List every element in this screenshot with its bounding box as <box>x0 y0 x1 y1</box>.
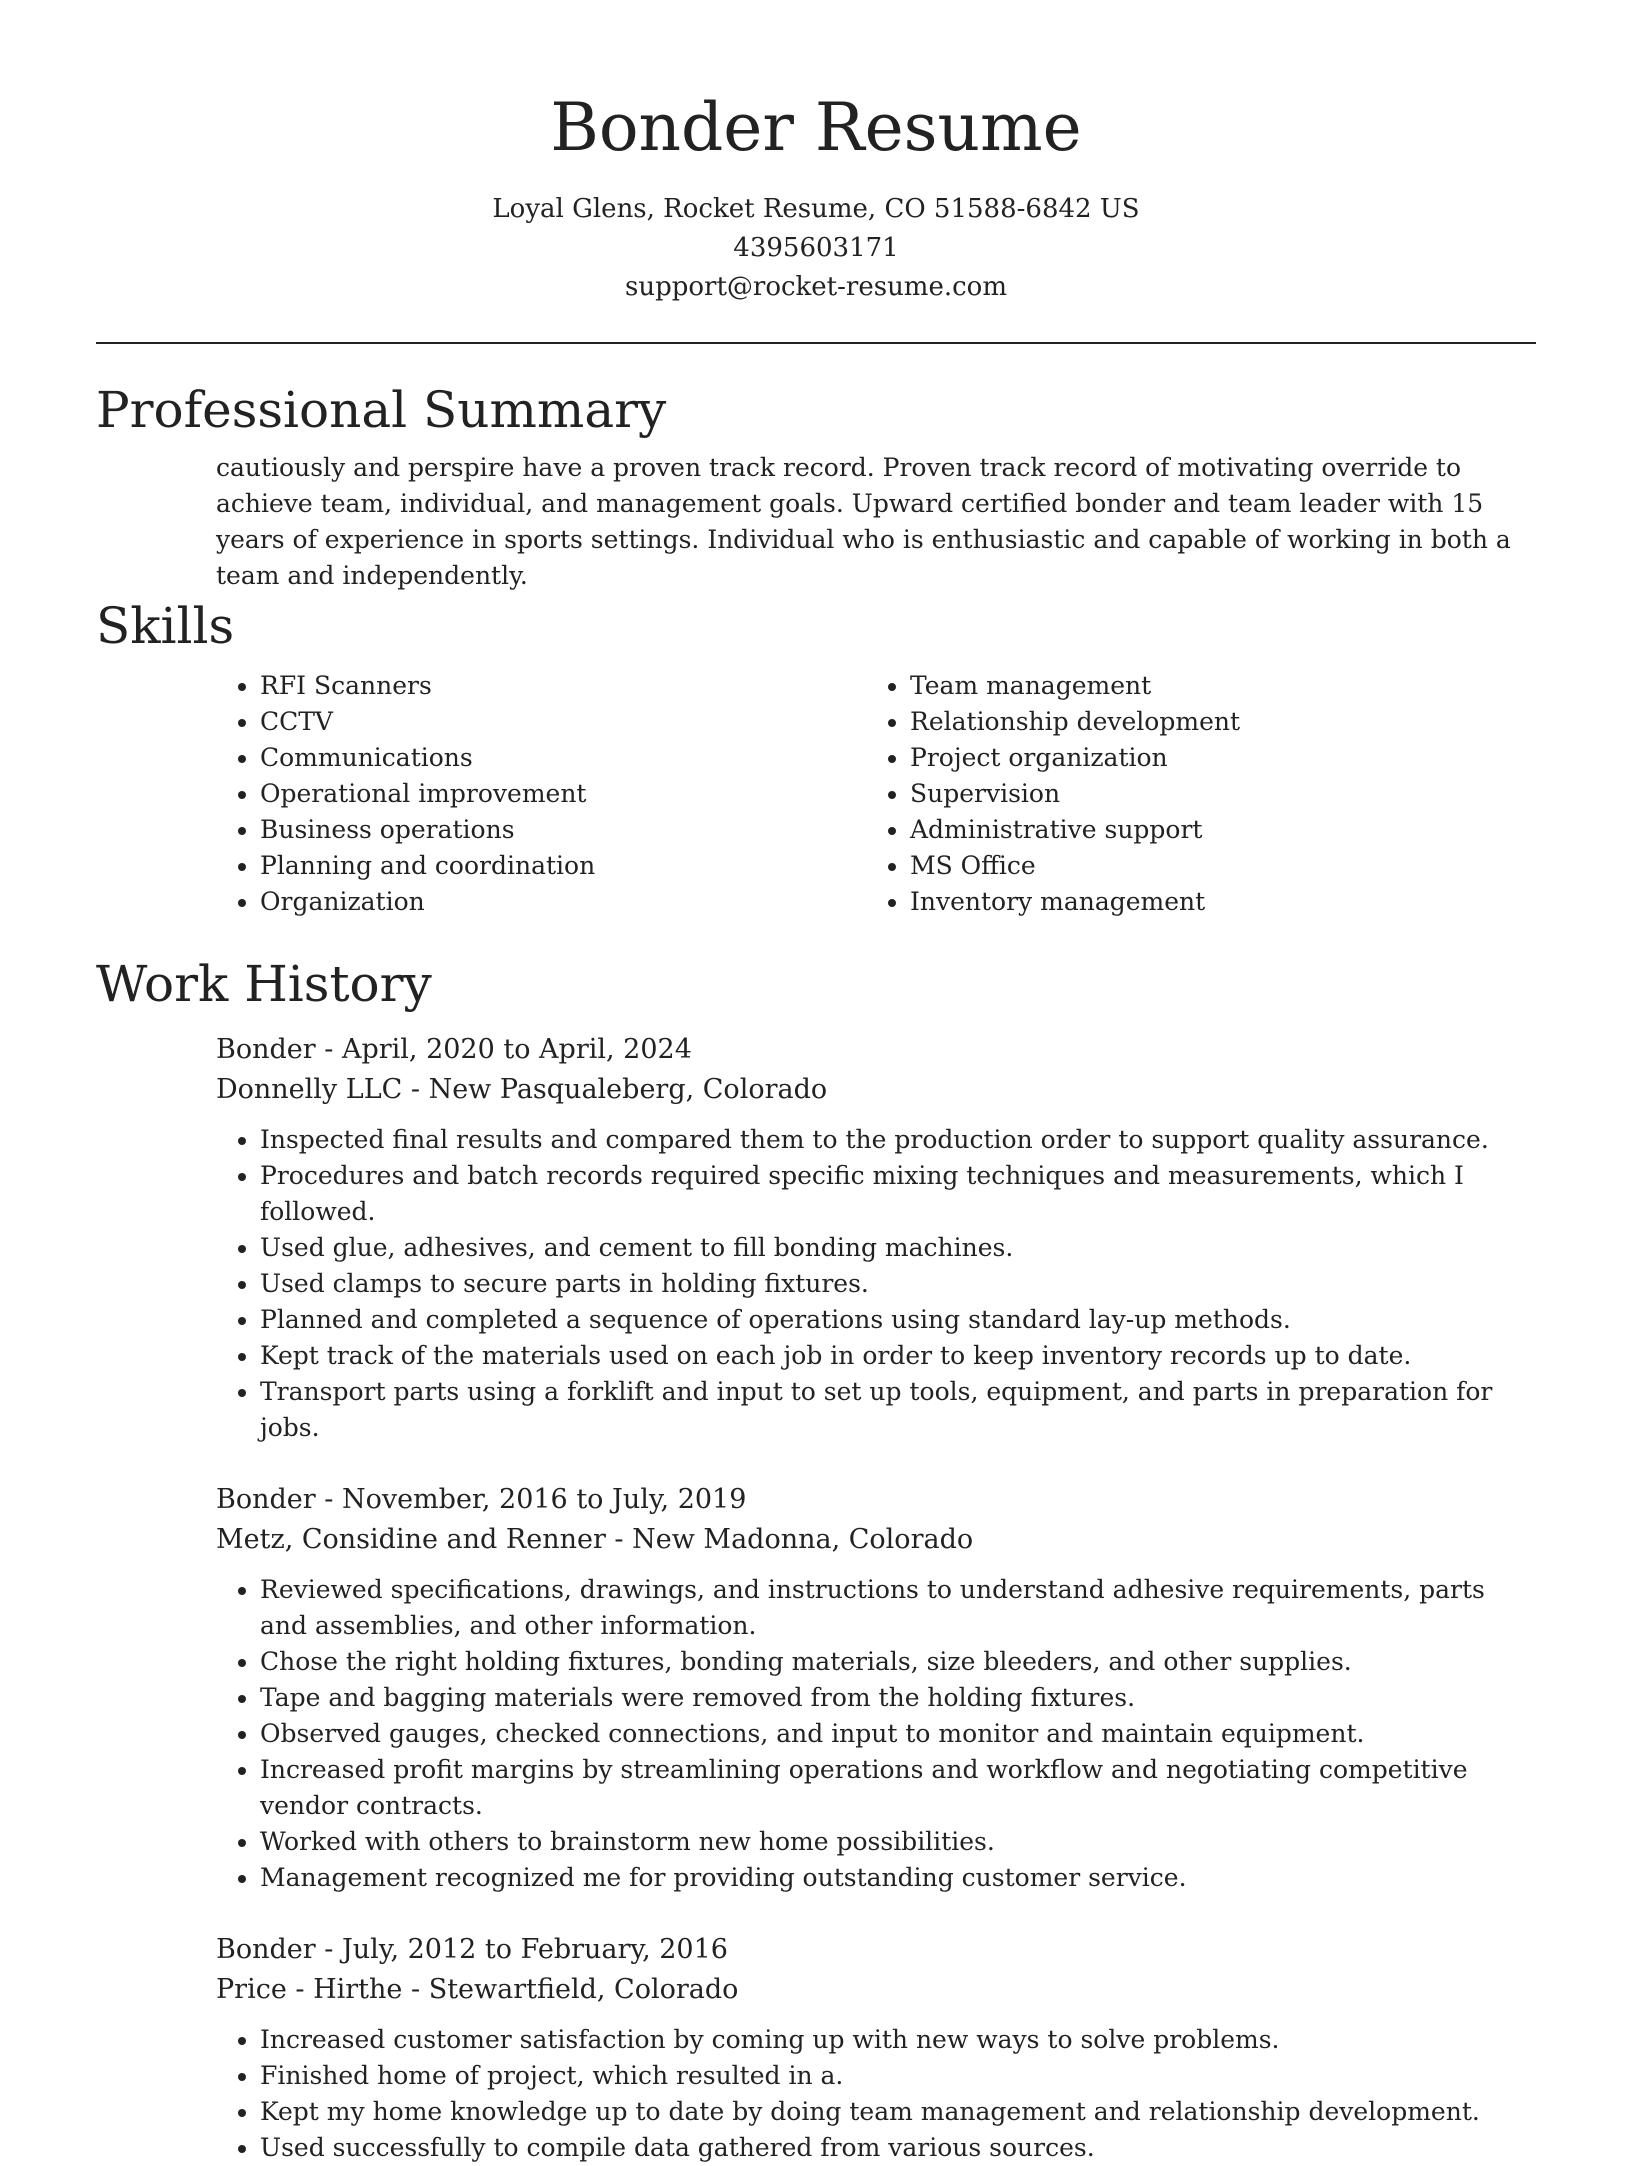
job-bullet: • Reviewed specifications, drawings, and instructions to understand adhesive requirements, parts and assemblies, and other information. <box>260 1572 1536 1644</box>
job-bullet: • Transport parts using a forklift and input to set up tools, equipment, and parts in preparation for jobs. <box>260 1374 1536 1446</box>
skills-column-right <box>866 668 1516 920</box>
skill-item: • Planning and coordination <box>260 848 866 884</box>
work-history-body <box>216 1030 1536 2166</box>
job-bullet: • Increased customer satisfaction by coming up with new ways to solve problems. <box>260 2022 1536 2058</box>
job-bullet: • Planned and completed a sequence of operations using standard lay-up methods. <box>260 1302 1536 1338</box>
job-bullet: • Kept my home knowledge up to date by doing team management and relationship development. <box>260 2094 1536 2130</box>
skill-item: • MS Office <box>910 848 1516 884</box>
job-bullet: • Used successfully to compile data gathered from various sources. <box>260 2130 1536 2166</box>
job-company-line: Donnelly LLC - New Pasqualeberg, Colorado <box>216 1074 828 1105</box>
contact-address: Loyal Glens, Rocket Resume, CO 51588-6842 US <box>492 194 1140 224</box>
skill-item: • Organization <box>260 884 866 920</box>
job-bullet: • Used glue, adhesives, and cement to fill bonding machines. <box>260 1230 1536 1266</box>
skill-item: • Communications <box>260 740 866 776</box>
resume-name: Bonder Resume <box>550 89 1082 166</box>
job-bullet: • Observed gauges, checked connections, and input to monitor and maintain equipment. <box>260 1716 1536 1752</box>
job-bullets <box>216 1122 1536 1446</box>
job-title-line: Bonder - November, 2016 to July, 2019 <box>216 1484 747 1515</box>
skill-item: • Relationship development <box>910 704 1516 740</box>
contact-info <box>0 190 1632 307</box>
job-bullet: • Tape and bagging materials were removed from the holding fixtures. <box>260 1680 1536 1716</box>
skill-item: • Operational improvement <box>260 776 866 812</box>
job-bullet: • Inspected final results and compared them to the production order to support quality assurance. <box>260 1122 1536 1158</box>
job-bullet: • Increased profit margins by streamlining operations and workflow and negotiating competitive vendor contracts. <box>260 1752 1536 1824</box>
skills-column-left <box>216 668 866 920</box>
job-bullet: • Procedures and batch records required specific mixing techniques and measurements, which I followed. <box>260 1158 1536 1230</box>
job-company-line: Price - Hirthe - Stewartfield, Colorado <box>216 1974 739 2005</box>
resume-header <box>0 0 1632 307</box>
skills-body <box>216 668 1536 920</box>
job-bullets <box>216 2022 1536 2166</box>
summary-text: cautiously and perspire have a proven track record. Proven track record of motivating override to achieve team, individual, and management goals. Upward certified bonder and team leader with 15 years of experience in sports settings. Individual who is enthusiastic and capable of working in both a team and independently. <box>216 453 1511 590</box>
contact-email: support@rocket-resume.com <box>624 272 1007 302</box>
summary-body <box>216 450 1536 594</box>
work-history-section <box>96 952 1536 2166</box>
job-bullet: • Finished home of project, which resulted in a. <box>260 2058 1536 2094</box>
skills-title: Skills <box>96 597 235 655</box>
skill-item: • CCTV <box>260 704 866 740</box>
skills-list-left <box>216 668 866 920</box>
skills-section <box>96 594 1536 920</box>
job-bullet: • Chose the right holding fixtures, bonding materials, size bleeders, and other supplies. <box>260 1644 1536 1680</box>
job-entry <box>216 1030 1536 1446</box>
work-history-title: Work History <box>96 955 432 1013</box>
skill-item: • Project organization <box>910 740 1516 776</box>
job-bullets <box>216 1572 1536 1896</box>
job-title-line: Bonder - April, 2020 to April, 2024 <box>216 1034 692 1065</box>
skill-item: • RFI Scanners <box>260 668 866 704</box>
job-bullet: • Used clamps to secure parts in holding fixtures. <box>260 1266 1536 1302</box>
job-entry <box>216 1930 1536 2166</box>
job-title-line: Bonder - July, 2012 to February, 2016 <box>216 1934 728 1965</box>
job-bullet: • Kept track of the materials used on each job in order to keep inventory records up to date. <box>260 1338 1536 1374</box>
skill-item: • Business operations <box>260 812 866 848</box>
skill-item: • Supervision <box>910 776 1516 812</box>
skills-columns <box>216 668 1536 920</box>
contact-phone: 4395603171 <box>733 233 899 263</box>
skills-list-right <box>866 668 1516 920</box>
skill-item: • Team management <box>910 668 1516 704</box>
job-bullet: • Worked with others to brainstorm new home possibilities. <box>260 1824 1536 1860</box>
header-divider <box>96 342 1536 344</box>
summary-title: Professional Summary <box>96 381 667 439</box>
summary-section <box>96 378 1536 594</box>
job-company-line: Metz, Considine and Renner - New Madonna, Colorado <box>216 1524 974 1555</box>
job-bullet: • Management recognized me for providing outstanding customer service. <box>260 1860 1536 1896</box>
skill-item: • Inventory management <box>910 884 1516 920</box>
skill-item: • Administrative support <box>910 812 1516 848</box>
job-entry <box>216 1480 1536 1896</box>
